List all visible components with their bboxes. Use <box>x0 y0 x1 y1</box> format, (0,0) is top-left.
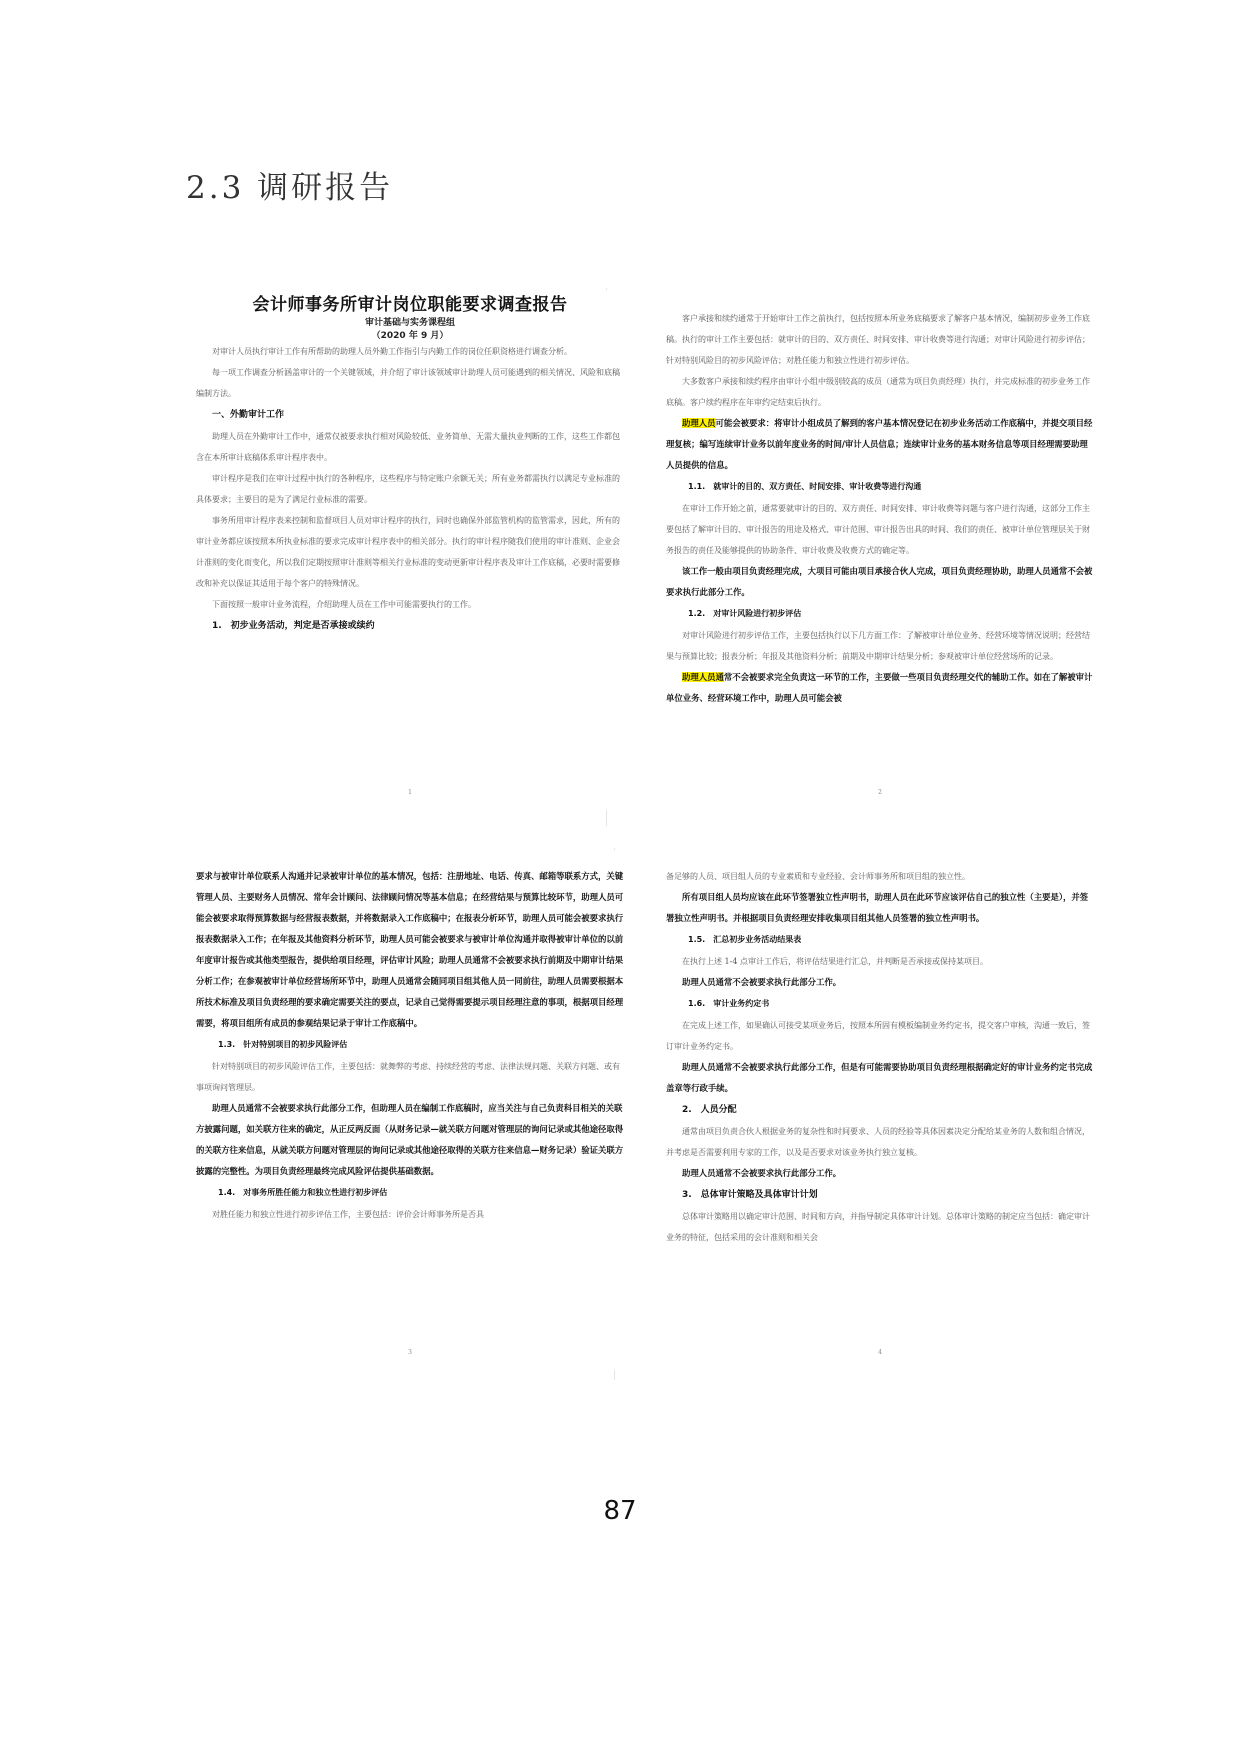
report-date: （2020 年 9 月） <box>371 331 449 341</box>
paragraph: 审计程序是我们在审计过程中执行的各种程序，这些程序与特定账户余额无关；所有业务都需执行以满足专业标准的具体要求；主要目的是为了满足行业标准的需要。 <box>196 474 620 504</box>
thumbnail-page-number: 2 <box>878 789 882 796</box>
section-heading-text: 一、外勤审计工作 <box>212 410 285 420</box>
paragraph: 下面按照一般审计业务流程，介绍助理人员在工作中可能需要执行的工作。 <box>212 600 476 609</box>
paragraph: 对胜任能力和独立性进行初步评估工作，主要包括：评价会计师事务所是否具 <box>212 1210 484 1219</box>
bold-paragraph: 助理人员通常不会被要求执行此部分工作。 <box>682 977 842 987</box>
subsection-heading: 1.6. 审计业务约定书 <box>688 999 770 1008</box>
bold-paragraph: 要求与被审计单位联系人沟通并记录被审计单位的基本情况，包括：注册地址、电话、传真、邮箱等联系方式，关键管理人员、主要财务人员情况、常年会计顾问、法律顾问情况等基本信息；在经营结果与预算比较环节，助理人员可能会被要求取得预算数据与经营报表数据，并将数据录入工作底稿中；在报表分析环节，助理人员可能会被要求执行报表数据录入工作；在年报及其他资料分析环节，助理人员可能会被要求与被审计单位沟通并取得被审计单位的以前年度审计报告或其他类型报告，提供给项目经理，评估审计风险；助理人员通常不会被要求执行前期及中期审计结果分析工作；在参观被审计单位经营场所环节中，助理人员通常会随同项目组其他人员一同前往，助理人员需要根据本所技术标准及项目负责经理的要求确定需要关注的要点，记录自己觉得需要提示项目经理注意的事项，根据项目经理需要，将项目组所有成员的参观结果记录于审计工作底稿中。 <box>196 871 624 1028</box>
highlighted-paragraph <box>666 413 1094 476</box>
paragraph: 客户承接和续约通常于开始审计工作之前执行，包括按照本所业务底稿要求了解客户基本情况，编制初步业务工作底稿。执行的审计工作主要包括：就审计的目的、双方责任、时间安排、审计收费等进行沟通；对审计风险进行初步评估；针对特别风险目的初步风险评估；对胜任能力和独立性进行初步评估。 <box>666 314 1090 365</box>
report-page-thumbnail-1 <box>190 290 630 810</box>
paragraph: 每一项工作调查分析涵盖审计的一个关键领域，并介绍了审计该领域审计助理人员可能遇到的相关情况、风险和底稿编制方法。 <box>196 368 620 398</box>
paragraph: 备足够的人员、项目组人员的专业素质和专业经验、会计师事务所和项目组的独立性。 <box>666 872 970 881</box>
paragraph-text: 常不会被要求完全负责这一环节的工作，主要做一些项目负责经理交代的辅助工作。如在了解被审计单位业务、经营环境工作中，助理人员可能会被 <box>666 672 1093 703</box>
paragraph-text: 可能会被要求：将审计小组成员了解到的客户基本情况登记在初步业务活动工作底稿中，并提交项目经理复核；编写连续审计业务以前年度业务的时间/审计人员信息；连续审计业务的基本财务信息等项目经理需要助理人员提供的信息。 <box>666 418 1093 470</box>
bold-paragraph: 助理人员通常不会被要求执行此部分工作，但助理人员在编制工作底稿时，应当关注与自己负责科目相关的关联方披露问题，如关联方往来的确定，从正反两反面（从财务记录—就关联方问题对管理层的询问记录或其他途径取得的关联方往来信息，从就关联方问题对管理层的询问记录或其他途径取得的关联方往来信息—财务记录）验证关联方披露的完整性。为项目负责经理最终完成风险评估提供基础数据。 <box>196 1103 624 1176</box>
paragraph: 通常由项目负责合伙人根据业务的复杂性和时间要求、人员的经验等具体因素决定分配给某业务的人数和组合情况，并考虑是否需要利用专家的工作，以及是否要求对该业务执行独立复核。 <box>666 1127 1090 1157</box>
report-page-thumbnail-2 <box>660 290 1100 810</box>
paragraph: 总体审计策略用以确定审计范围、时间和方向，并指导制定具体审计计划。总体审计策略的制定应当包括：确定审计业务的特征，包括采用的会计准则和相关会 <box>666 1212 1090 1242</box>
subsection-heading: 1.5. 汇总初步业务活动结果表 <box>688 935 802 944</box>
highlight-mark: 助理人员 <box>682 418 716 428</box>
paragraph: 助理人员在外勤审计工作中，通常仅被要求执行相对风险较低、业务简单、无需大量执业判断的工作，这些工作都包含在本所审计底稿体系审计程序表中。 <box>196 432 620 462</box>
highlighted-paragraph <box>666 667 1094 709</box>
subsection-heading: 2. 人员分配 <box>682 1105 737 1115</box>
paragraph: 对审计人员执行审计工作有所帮助的助理人员外勤工作指引与内勤工作的岗位任职资格进行调查分析。 <box>212 347 572 356</box>
paragraph: 大多数客户承接和续约程序由审计小组中级别较高的成员（通常为项目负责经理）执行，并完成标准的初步业务工作底稿。客户续约程序在年审约定结束后执行。 <box>666 377 1090 407</box>
subsection-heading: 1.3. 针对特别项目的初步风险评估 <box>218 1040 348 1049</box>
highlight-mark: 助理人员通 <box>682 672 724 682</box>
paragraph: 在执行上述 1-4 点审计工作后，将评估结果进行汇总，并判断是否承接或保持某项目。 <box>682 957 988 966</box>
bold-paragraph: 助理人员通常不会被要求执行此部分工作。 <box>682 1168 842 1178</box>
paragraph: 对审计风险进行初步评估工作，主要包括执行以下几方面工作：了解被审计单位业务、经营环境等情况说明；经营结果与预算比较；报表分析；年报及其他资料分析；前期及中期审计结果分析；参观被审计单位经营场所的记录。 <box>666 631 1090 661</box>
paragraph: 针对特别项目的初步风险评估工作，主要包括：就舞弊的考虑、持续经营的考虑、法律法规问题、关联方问题、或有事项询问管理层。 <box>196 1062 620 1092</box>
subsection-heading: 1.2. 对审计风险进行初步评估 <box>688 609 802 618</box>
thumbnail-page-number: 3 <box>408 1349 412 1356</box>
subsection-heading: 1. 初步业务活动，判定是否承接或续约 <box>212 621 375 631</box>
subsection-heading: 1.4. 对事务所胜任能力和独立性进行初步评估 <box>218 1188 388 1197</box>
report-page-thumbnail-4 <box>660 850 1100 1370</box>
thumbnail-page-number: 4 <box>878 1349 882 1356</box>
paragraph: 在完成上述工作，如果确认可接受某项业务后，按照本所固有模板编制业务约定书，提交客户审核，沟通一致后，签订审计业务约定书。 <box>666 1021 1090 1051</box>
bold-paragraph: 助理人员通常不会被要求执行此部分工作，但是有可能需要协助项目负责经理根据确定好的审计业务约定书完成盖章等行政手续。 <box>666 1062 1093 1093</box>
paragraph: 事务所用审计程序表来控制和监督项目人员对审计程序的执行，同时也确保外部监管机构的监管需求，因此，所有的审计业务都应该按照本所执业标准的要求完成审计程序表中的相关部分。执行的审计程序随我们使用的审计准则、企业会计准则的变化而变化，所以我们定期按照审计准则等相关行业标准的变动更新审计程序表及审计工作底稿，必要时需要修改和补充以保证其适用于每个客户的特殊情况。 <box>196 516 620 588</box>
report-page-thumbnail-3 <box>190 850 630 1370</box>
bold-paragraph: 所有项目组人员均应该在此环节签署独立性声明书，助理人员在此环节应该评估自己的独立性（主要是），并签署独立性声明书。并根据项目负责经理安排收集项目组其他人员签署的独立性声明书。 <box>666 892 1089 923</box>
report-title: 会计师事务所审计岗位职能要求调查报告 <box>252 295 568 315</box>
page-number: 87 <box>603 1496 637 1526</box>
report-author: 审计基础与实务课程组 <box>364 318 455 328</box>
section-heading: 2.3 调研报告 <box>186 170 394 206</box>
paragraph: 在审计工作开始之前，通常要就审计的目的、双方责任、时间安排、审计收费等问题与客户进行沟通，这部分工作主要包括了解审计目的、审计报告的用途及格式、审计范围、审计报告出具的时间、我们的责任、被审计单位管理层关于财务报告的责任及能够提供的协助条件、审计收费及收费方式的确定等。 <box>666 504 1090 555</box>
bold-paragraph: 该工作一般由项目负责经理完成，大项目可能由项目承接合伙人完成，项目负责经理协助，助理人员通常不会被要求执行此部分工作。 <box>666 566 1093 597</box>
thumbnail-page-number: 1 <box>408 789 412 796</box>
subsection-heading: 3. 总体审计策略及具体审计计划 <box>682 1190 818 1200</box>
subsection-heading: 1.1. 就审计的目的、双方责任、时间安排、审计收费等进行沟通 <box>688 482 922 491</box>
